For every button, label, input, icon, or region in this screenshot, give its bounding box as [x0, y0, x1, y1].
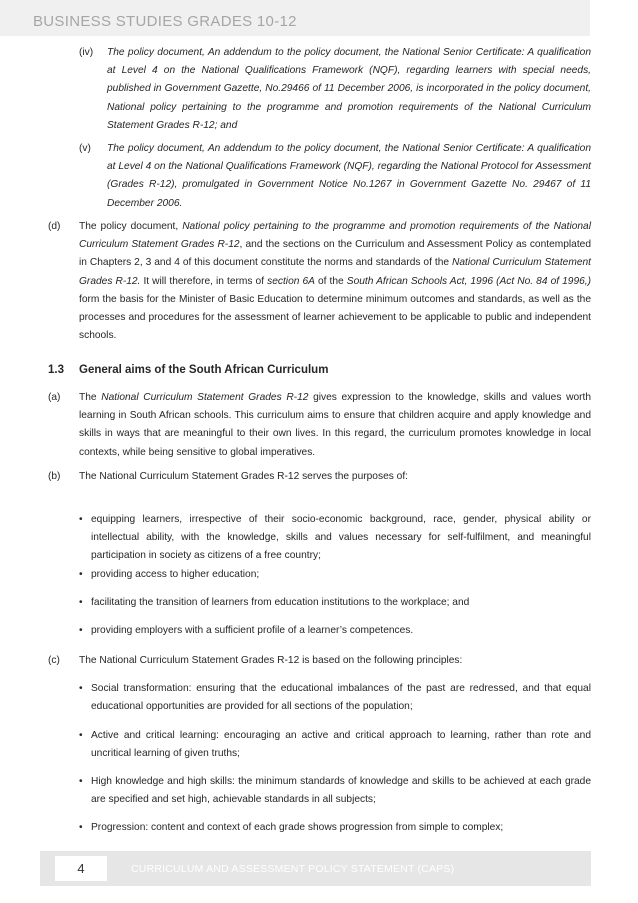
list-item: • equipping learners, irrespective of their socio-economic background, race, gender, physical ability or intellectual ability, with the knowledge, skills and values necessary for self-fulfilment, and meaningful participation in society as citizens of a free country; — [79, 511, 591, 566]
page-header — [0, 0, 590, 36]
page-number: 4 — [55, 856, 107, 881]
list-item: • Social transformation: ensuring that the educational imbalances of the past are redressed, and that equal educational opportunities are provided for all sections of the population; — [79, 680, 591, 716]
item-a-text: The National Curriculum Statement Grades R-12 gives expression to the knowledge, skills and values worth learning in South African schools. This curriculum aims to ensure that children acquire and apply knowledge and skills in ways that are meaningful to their own lives. In this regard, the curriculum promotes knowledge in local contexts, while being sensitive to global imperatives. — [79, 392, 591, 458]
header-title: BUSINESS STUDIES GRADES 10-12 — [33, 13, 297, 30]
item-b-label: (b) — [48, 471, 61, 482]
bullet-icon: • — [79, 569, 83, 580]
list-item: • facilitating the transition of learners from education institutions to the workplace; and — [79, 594, 591, 612]
bullet-icon: • — [79, 730, 83, 741]
footer-title: CURRICULUM AND ASSESSMENT POLICY STATEMENT (CAPS) — [131, 863, 455, 875]
bullet-icon: • — [79, 776, 83, 787]
item-v-text: The policy document, An addendum to the policy document, the National Senior Certificate: A qualification at Level 4 on the National Qualifications Framework (NQF), regarding the National Protocol for Assessment (Grades R-12), promulgated in Government Notice No.1267 in Government Gazette No. 29467 of 11 December 2006. — [107, 143, 591, 209]
item-d-text: The policy document, National policy pertaining to the programme and promotion requirements of the National Curriculum Statement Grades R-12, and the sections on the Curriculum and Assessment Policy as contemplated in Chapters 2, 3 and 4 of this document constitute the norms and standards of the National Curriculum Statement Grades R-12. It will therefore, in terms of section 6A of the South African Schools Act, 1996 (Act No. 84 of 1996,) form the basis for the Minister of Basic Education to determine minimum outcomes and standards, as well as the processes and procedures for the assessment of learner achievement to be applicable to public and independent schools. — [79, 221, 592, 342]
list-item: • providing access to higher education; — [79, 566, 591, 584]
item-d-label: (d) — [48, 221, 61, 232]
bullet-icon: • — [79, 683, 83, 694]
item-c-label: (c) — [48, 655, 60, 666]
bullet-icon: • — [79, 514, 83, 525]
item-a-label: (a) — [48, 392, 61, 403]
bullet-icon: • — [79, 625, 83, 636]
list-item: • Progression: content and context of each grade shows progression from simple to complex; — [79, 819, 591, 837]
list-item: • providing employers with a sufficient profile of a learner’s competences. — [79, 622, 591, 640]
item-v-label: (v) — [79, 143, 91, 154]
section-number: 1.3 — [48, 364, 64, 376]
list-item: • High knowledge and high skills: the minimum standards of knowledge and skills to be achieved at each grade are specified and set high, achievable standards in all subjects; — [79, 773, 591, 809]
item-iv-text: The policy document, An addendum to the policy document, the National Senior Certificate: A qualification at Level 4 on the National Qualifications Framework (NQF), regarding learners with special needs, published in Government Gazette, No.29466 of 11 December 2006, is incorporated in the policy document, National policy pertaining to the programme and promotion requirements of the National Curriculum Statement Grades R-12; and — [107, 47, 591, 131]
item-iv-label: (iv) — [79, 47, 94, 58]
section-title: General aims of the South African Curriculum — [79, 364, 329, 376]
list-item: • Active and critical learning: encouraging an active and critical approach to learning, rather than rote and uncritical learning of given truths; — [79, 727, 591, 763]
bullet-icon: • — [79, 597, 83, 608]
item-b-text: The National Curriculum Statement Grades R-12 serves the purposes of: — [79, 471, 408, 482]
item-c-text: The National Curriculum Statement Grades R-12 is based on the following principles: — [79, 655, 463, 666]
bullet-icon: • — [79, 822, 83, 833]
